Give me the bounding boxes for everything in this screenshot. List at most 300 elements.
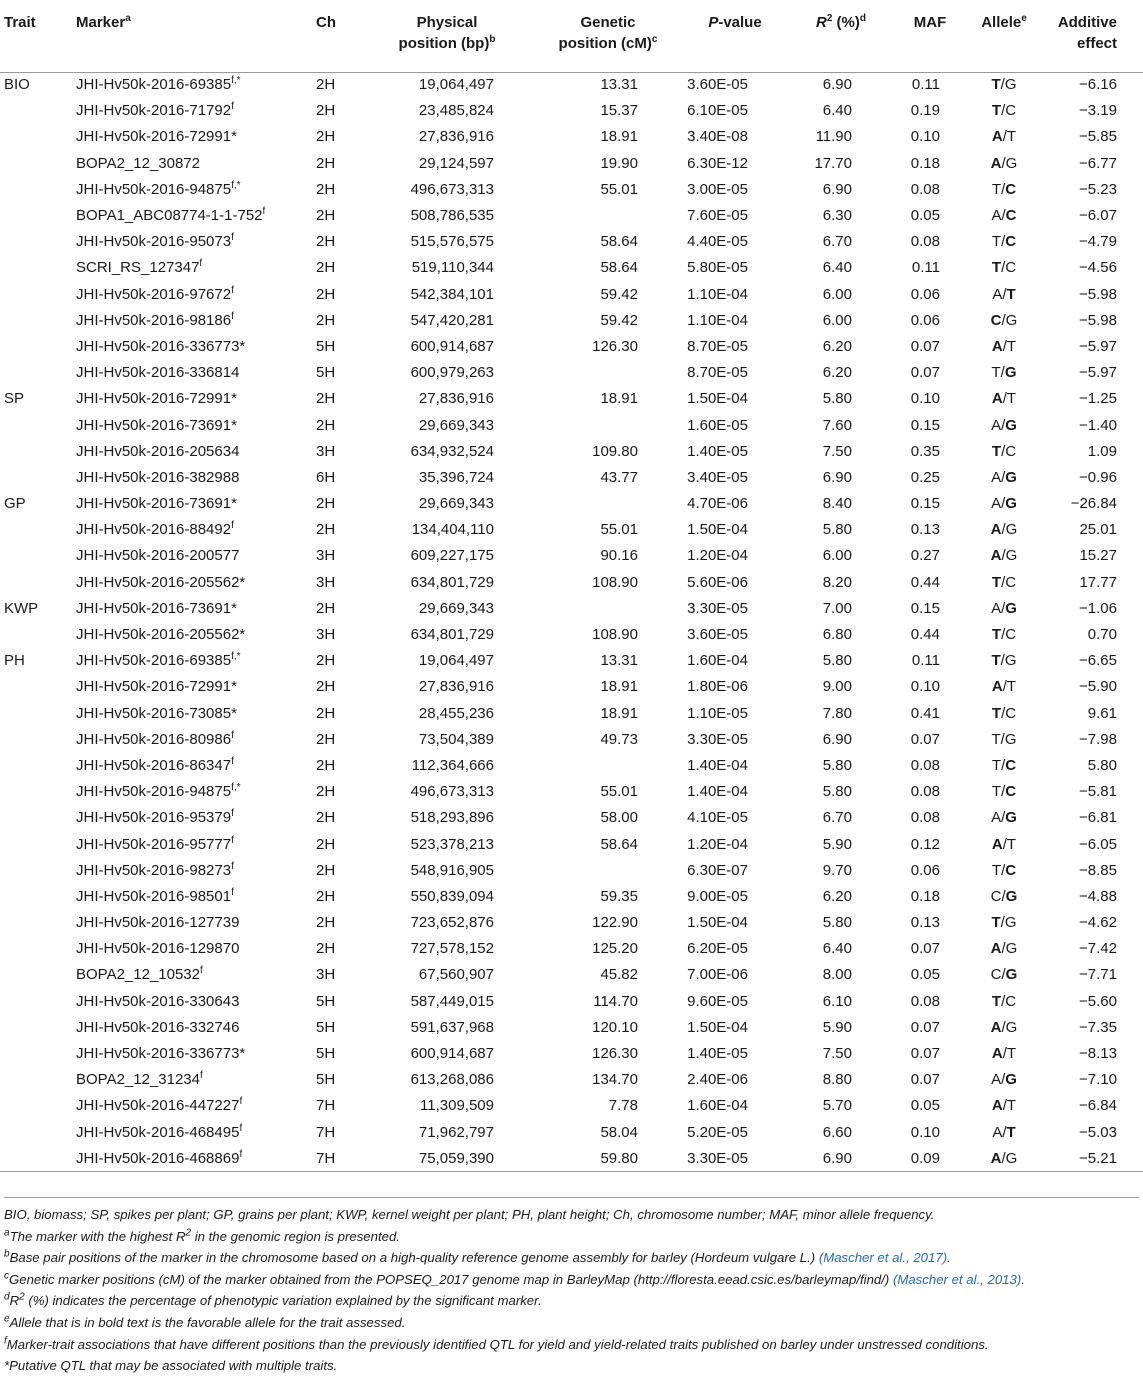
cell-trait <box>0 465 72 491</box>
table-row <box>0 570 1143 596</box>
cell-allele: A/T <box>991 678 1017 696</box>
cell-genetic-position: 108.90 <box>592 573 638 591</box>
cell-trait <box>0 439 72 465</box>
cell-pvalue: 6.30E-07 <box>687 861 748 879</box>
cell-genetic-position: 120.10 <box>592 1018 638 1036</box>
cell-r2: 6.90 <box>788 1146 894 1172</box>
cell-trait <box>0 805 72 831</box>
cell-trait <box>0 1015 72 1041</box>
cell-additive-effect: −6.16 <box>1079 76 1117 94</box>
cell-additive-effect: 15.27 <box>1079 547 1117 565</box>
cell-allele: T/C <box>991 442 1017 460</box>
cell-allele: A/G <box>990 547 1018 565</box>
cell-additive-effect: −5.98 <box>1079 285 1117 303</box>
table-row <box>0 177 1143 203</box>
cell-chromosome: 2H <box>316 730 336 748</box>
cell-r2: 6.70 <box>822 233 852 251</box>
cell-allele: T/C <box>991 573 1017 591</box>
cell-allele: C/G <box>990 887 1018 905</box>
cell-marker: JHI-Hv50k-2016-72991* <box>76 390 237 408</box>
cell-physical-position: 542,384,101 <box>410 285 494 303</box>
cell-allele: A/G <box>991 416 1017 434</box>
cell-additive-effect: −6.84 <box>1079 1097 1117 1115</box>
cell-pvalue: 5.60E-06 <box>687 573 748 591</box>
table-row <box>0 727 1143 753</box>
cell-pvalue: 1.60E-04 <box>687 1097 748 1115</box>
cell-trait <box>0 779 72 805</box>
cell-r2: 8.00 <box>822 966 852 984</box>
table-row <box>0 465 1143 491</box>
cell-physical-position: 634,932,524 <box>410 442 494 460</box>
cell-pvalue: 8.70E-05 <box>687 337 748 355</box>
cell-allele: T/C <box>991 259 1017 277</box>
cell-r2: 6.90 <box>822 76 852 94</box>
cell-physical-position: 29,669,343 <box>418 416 494 434</box>
cell-r2: 5.80 <box>822 756 852 774</box>
cell-physical-position: 496,673,313 <box>410 180 494 198</box>
table-row <box>0 491 1143 517</box>
cell-r2: 5.90 <box>822 835 852 853</box>
cell-physical-position: 27,836,916 <box>418 678 494 696</box>
cell-pvalue: 3.30E-05 <box>687 730 748 748</box>
cell-trait <box>0 98 72 124</box>
cell-r2: 5.80 <box>822 914 852 932</box>
cell-chromosome: 5H <box>316 364 336 382</box>
cell-chromosome: 7H <box>316 1097 336 1115</box>
cell-allele: A/G <box>991 599 1017 617</box>
cell-trait <box>0 1120 72 1146</box>
cell-maf: 0.07 <box>910 940 940 958</box>
cell-chromosome: 2H <box>316 416 336 434</box>
footnote-b: $^b$Base pair positions of the marker in the chromosome based on a high-quality reference genome assembly for barley (Hordeum vulgare L.) (Mascher et al., 2017). <box>4 1248 951 1266</box>
cell-additive-effect: −6.81 <box>1079 809 1117 827</box>
cell-maf: 0.35 <box>910 442 940 460</box>
cell-pvalue: 4.10E-05 <box>687 809 748 827</box>
cell-genetic-position: 13.31 <box>600 76 638 94</box>
cell-r2: 6.40 <box>822 102 852 120</box>
cell-marker: JHI-Hv50k-2016-127739 <box>76 914 240 932</box>
cell-additive-effect: −7.71 <box>1079 966 1117 984</box>
cell-marker: JHI-Hv50k-2016-468495$^f$ <box>76 1122 243 1141</box>
cell-additive-effect: −0.96 <box>1079 468 1117 486</box>
cell-r2: 5.80 <box>822 652 852 670</box>
cell-maf: 0.08 <box>910 992 940 1010</box>
cell-chromosome: 2H <box>316 521 336 539</box>
cell-marker: JHI-Hv50k-2016-97672$^f$ <box>76 284 234 303</box>
cell-allele: T/C <box>991 756 1017 774</box>
table-row <box>0 622 1143 648</box>
cell-maf: 0.10 <box>910 390 940 408</box>
cell-chromosome: 2H <box>316 940 336 958</box>
cell-genetic-position: 45.82 <box>600 966 638 984</box>
cell-marker: JHI-Hv50k-2016-447227$^f$ <box>76 1096 243 1115</box>
cell-r2: 5.80 <box>822 783 852 801</box>
cell-marker: BOPA2_12_31234$^f$ <box>76 1070 203 1089</box>
header-additive: Additive effect <box>1042 4 1143 72</box>
cell-marker: JHI-Hv50k-2016-71792$^f$ <box>76 101 234 120</box>
cell-allele: T/G <box>991 76 1017 94</box>
cell-additive-effect: −8.85 <box>1079 861 1117 879</box>
cell-chromosome: 2H <box>316 311 336 329</box>
cell-chromosome: 3H <box>316 626 336 644</box>
cell-chromosome: 5H <box>316 1018 336 1036</box>
cell-physical-position: 548,916,905 <box>410 861 494 879</box>
cell-pvalue: 6.30E-12 <box>687 154 748 172</box>
table-row <box>0 1093 1143 1119</box>
cell-r2: 6.40 <box>822 940 852 958</box>
cell-allele: A/T <box>991 1097 1017 1115</box>
cell-physical-position: 634,801,729 <box>410 573 494 591</box>
cell-genetic-position <box>534 491 682 517</box>
cell-genetic-position: 58.64 <box>600 233 638 251</box>
cell-chromosome: 2H <box>316 285 336 303</box>
cell-chromosome: 2H <box>316 128 336 146</box>
table-row <box>0 151 1143 177</box>
cell-chromosome: 2H <box>316 861 336 879</box>
cell-r2: 6.00 <box>822 285 852 303</box>
footnote-a: $^a$The marker with the highest $R^2$ in the genomic region is presented. <box>4 1227 400 1244</box>
cell-allele: C/G <box>990 966 1018 984</box>
cell-maf: 0.10 <box>910 128 940 146</box>
cell-r2: 6.20 <box>822 364 852 382</box>
cell-additive-effect: −7.98 <box>1079 730 1117 748</box>
cell-additive-effect: −8.13 <box>1079 1045 1117 1063</box>
cell-additive-effect: −5.97 <box>1079 364 1117 382</box>
cell-chromosome: 3H <box>316 966 336 984</box>
cell-pvalue: 6.20E-05 <box>687 940 748 958</box>
table-row <box>0 124 1143 150</box>
cell-genetic-position: 58.64 <box>600 259 638 277</box>
cell-physical-position: 11,309,509 <box>420 1097 494 1115</box>
cell-physical-position: 723,652,876 <box>410 914 494 932</box>
table-row <box>0 543 1143 569</box>
cell-additive-effect: −6.65 <box>1079 652 1117 670</box>
cell-chromosome: 2H <box>316 207 336 225</box>
cell-marker: JHI-Hv50k-2016-336814 <box>76 364 240 382</box>
citation-link[interactable]: (Mascher et al., 2017) <box>818 1250 948 1266</box>
cell-physical-position: 591,637,968 <box>410 1018 494 1036</box>
cell-pvalue: 1.40E-05 <box>687 1045 748 1063</box>
cell-maf: 0.08 <box>910 783 940 801</box>
cell-physical-position: 19,064,497 <box>418 76 494 94</box>
table-row <box>0 360 1143 386</box>
cell-additive-effect: −5.60 <box>1079 992 1117 1010</box>
cell-genetic-position: 126.30 <box>592 337 638 355</box>
cell-chromosome: 2H <box>316 259 336 277</box>
cell-marker: JHI-Hv50k-2016-336773* <box>76 1045 246 1063</box>
cell-chromosome: 2H <box>316 495 336 513</box>
cell-genetic-position: 15.37 <box>600 102 638 120</box>
cell-physical-position: 634,801,729 <box>410 626 494 644</box>
cell-additive-effect: −5.85 <box>1079 128 1117 146</box>
cell-genetic-position: 90.16 <box>600 547 638 565</box>
cell-marker: JHI-Hv50k-2016-468869$^f$ <box>72 1146 304 1172</box>
cell-maf: 0.09 <box>894 1146 966 1172</box>
cell-marker: JHI-Hv50k-2016-72991* <box>76 128 237 146</box>
table-row <box>0 884 1143 910</box>
cell-chromosome: 2H <box>316 154 336 172</box>
cell-trait <box>0 177 72 203</box>
cell-trait <box>0 282 72 308</box>
cell-marker: JHI-$Hv50k-2016-69385^{f,*}$ <box>76 651 241 670</box>
cell-chromosome: 2H <box>316 390 336 408</box>
cell-r2: 6.10 <box>822 992 852 1010</box>
cell-chromosome: 2H <box>316 678 336 696</box>
cell-marker: JHI-Hv50k-2016-80986$^f$ <box>76 729 234 748</box>
header-pvalue: P-value <box>682 4 788 72</box>
cell-r2: 9.00 <box>822 678 852 696</box>
cell-genetic-position <box>534 412 682 438</box>
cell-marker: JHI-Hv50k-2016-95777$^f$ <box>76 834 234 853</box>
cell-allele: T/C <box>991 102 1017 120</box>
table-row <box>0 596 1143 622</box>
header-allele: Allele$^e$ <box>966 4 1042 72</box>
cell-maf: 0.25 <box>910 468 940 486</box>
cell-allele: A/G <box>966 1146 1042 1172</box>
cell-maf: 0.19 <box>910 102 940 120</box>
cell-r2: 5.70 <box>822 1097 852 1115</box>
table-row <box>0 98 1143 124</box>
cell-additive-effect: −4.56 <box>1079 259 1117 277</box>
cell-additive-effect: −5.98 <box>1079 311 1117 329</box>
cell-trait <box>0 334 72 360</box>
cell-trait: BIO <box>4 76 30 94</box>
cell-trait <box>0 936 72 962</box>
table-row <box>0 701 1143 727</box>
cell-genetic-position: 58.04 <box>600 1123 638 1141</box>
cell-r2: 6.00 <box>822 311 852 329</box>
cell-pvalue: 4.70E-06 <box>687 495 748 513</box>
header-marker: Marker$^a$ <box>72 4 304 72</box>
cell-maf: 0.07 <box>910 1071 940 1089</box>
cell-maf: 0.08 <box>910 809 940 827</box>
cell-r2: 9.70 <box>822 861 852 879</box>
cell-physical-position: 496,673,313 <box>410 783 494 801</box>
cell-marker: SCRI_RS_127347$^f$ <box>76 258 203 277</box>
cell-allele: A/G <box>990 940 1018 958</box>
cell-trait <box>0 701 72 727</box>
cell-pvalue: 9.00E-05 <box>687 887 748 905</box>
cell-r2: 7.50 <box>822 442 852 460</box>
cell-maf: 0.11 <box>911 76 940 94</box>
cell-chromosome: 2H <box>316 914 336 932</box>
cell-chromosome: 2H <box>316 599 336 617</box>
cell-additive-effect: −1.40 <box>1079 416 1117 434</box>
table-row <box>0 936 1143 962</box>
cell-chromosome: 5H <box>316 337 336 355</box>
cell-allele: A/G <box>991 468 1017 486</box>
cell-maf: 0.08 <box>910 756 940 774</box>
cell-genetic-position: 13.31 <box>600 652 638 670</box>
cell-genetic-position: 59.42 <box>600 311 638 329</box>
cell-additive-effect: −4.79 <box>1079 233 1117 251</box>
cell-chromosome: 3H <box>316 573 336 591</box>
cell-genetic-position: 114.70 <box>593 992 638 1010</box>
cell-chromosome: 5H <box>316 1071 336 1089</box>
table-row <box>0 1015 1143 1041</box>
cell-pvalue: 3.60E-05 <box>687 76 748 94</box>
cell-maf: 0.27 <box>910 547 940 565</box>
cell-genetic-position: 125.20 <box>592 940 638 958</box>
cell-r2: 6.90 <box>822 180 852 198</box>
cell-physical-position: 600,979,263 <box>410 364 494 382</box>
cell-genetic-position: 55.01 <box>600 521 638 539</box>
cell-physical-position: 29,669,343 <box>418 495 494 513</box>
header-trait: Trait <box>0 4 72 72</box>
cell-trait: GP <box>4 495 26 513</box>
cell-physical-position: 19,064,497 <box>418 652 494 670</box>
cell-physical-position: 515,576,575 <box>410 233 494 251</box>
cell-allele: A/T <box>991 128 1017 146</box>
cell-marker: JHI-Hv50k-2016-72991* <box>76 678 237 696</box>
cell-pvalue: 5.20E-05 <box>687 1123 748 1141</box>
cell-pvalue: 3.40E-05 <box>687 468 748 486</box>
cell-genetic-position: 134.70 <box>592 1071 638 1089</box>
cell-additive-effect: −4.62 <box>1079 914 1117 932</box>
cell-chromosome: 2H <box>316 756 336 774</box>
cell-chromosome: 2H <box>316 835 336 853</box>
cell-allele: A/T <box>991 390 1017 408</box>
cell-allele: A/T <box>991 1045 1017 1063</box>
cell-pvalue: 1.20E-04 <box>687 547 748 565</box>
cell-trait <box>0 884 72 910</box>
cell-chromosome: 7H <box>304 1146 360 1172</box>
cell-trait <box>0 360 72 386</box>
cell-pvalue: 7.60E-05 <box>687 207 748 225</box>
cell-physical-position: 523,378,213 <box>410 835 494 853</box>
cell-marker: JHI-$Hv50k-2016-94875^{f,*}$ <box>76 782 241 801</box>
cell-marker: JHI-Hv50k-2016-73085* <box>76 704 237 722</box>
cell-allele: C/G <box>990 311 1018 329</box>
cell-maf: 0.10 <box>910 1123 940 1141</box>
cell-trait <box>0 124 72 150</box>
cell-trait <box>0 831 72 857</box>
cell-pvalue: 1.10E-04 <box>687 285 748 303</box>
cell-marker: JHI-Hv50k-2016-332746 <box>76 1018 240 1036</box>
cell-genetic-position <box>534 596 682 622</box>
cell-r2: 6.70 <box>822 809 852 827</box>
cell-pvalue: 9.60E-05 <box>687 992 748 1010</box>
cell-additive-effect: 0.70 <box>1087 626 1117 644</box>
cell-genetic-position: 59.80 <box>534 1146 682 1172</box>
cell-additive-effect: 5.80 <box>1087 756 1117 774</box>
cell-genetic-position: 19.90 <box>600 154 638 172</box>
cell-genetic-position: 59.42 <box>600 285 638 303</box>
footnote-d: $^dR^2$ (%) indicates the percentage of phenotypic variation explained by the significant marker. <box>4 1291 542 1309</box>
cell-r2: 6.20 <box>822 887 852 905</box>
cell-allele: A/G <box>991 809 1017 827</box>
cell-r2: 7.60 <box>822 416 852 434</box>
cell-chromosome: 5H <box>316 1045 336 1063</box>
table-footnotes <box>4 1197 1139 1377</box>
cell-trait <box>0 517 72 543</box>
cell-allele: A/T <box>991 835 1017 853</box>
citation-link[interactable]: (Mascher et al., 2013) <box>892 1271 1022 1287</box>
cell-physical-position: 27,836,916 <box>418 128 494 146</box>
cell-allele: T/C <box>991 861 1017 879</box>
cell-allele: T/C <box>991 704 1017 722</box>
cell-pvalue: 3.30E-05 <box>682 1146 788 1172</box>
cell-additive-effect: −7.10 <box>1079 1071 1117 1089</box>
cell-additive-effect: −5.03 <box>1079 1123 1117 1141</box>
cell-r2: 7.00 <box>822 599 852 617</box>
cell-maf: 0.07 <box>910 730 940 748</box>
cell-marker: JHI-Hv50k-2016-205634 <box>76 442 240 460</box>
cell-physical-position: 71,962,797 <box>418 1123 494 1141</box>
cell-physical-position: 67,560,907 <box>418 966 494 984</box>
results-table <box>0 4 1143 1172</box>
cell-maf: 0.13 <box>910 914 940 932</box>
cell-maf: 0.18 <box>910 154 940 172</box>
cell-r2: 8.80 <box>822 1071 852 1089</box>
cell-additive-effect: 9.61 <box>1087 704 1117 722</box>
cell-r2: 7.50 <box>822 1045 852 1063</box>
cell-genetic-position: 109.80 <box>592 442 638 460</box>
cell-marker: JHI-Hv50k-2016-98273$^f$ <box>76 860 234 879</box>
cell-marker: JHI-Hv50k-2016-336773* <box>76 337 246 355</box>
cell-physical-position: 29,124,597 <box>418 154 494 172</box>
cell-pvalue: 3.30E-05 <box>687 599 748 617</box>
cell-trait <box>0 570 72 596</box>
cell-chromosome: 3H <box>316 547 336 565</box>
cell-chromosome: 2H <box>316 783 336 801</box>
cell-chromosome: 3H <box>316 442 336 460</box>
table-row <box>0 1041 1143 1067</box>
cell-chromosome: 2H <box>316 233 336 251</box>
cell-trait <box>0 1146 72 1172</box>
cell-genetic-position: 18.91 <box>600 704 638 722</box>
cell-pvalue: 8.70E-05 <box>687 364 748 382</box>
cell-trait <box>0 255 72 281</box>
table-row <box>0 779 1143 805</box>
cell-allele: A/T <box>991 337 1017 355</box>
cell-marker: JHI-$Hv50k-2016-69385^{f,*}$ <box>76 75 241 94</box>
cell-allele: A/G <box>991 495 1017 513</box>
cell-trait <box>0 229 72 255</box>
footnote-star: *Putative QTL that may be associated with multiple traits. <box>4 1358 338 1374</box>
cell-additive-effect: −7.35 <box>1079 1018 1117 1036</box>
cell-physical-position: 550,839,094 <box>410 887 494 905</box>
cell-maf: 0.11 <box>911 652 940 670</box>
cell-additive-effect: −5.81 <box>1079 783 1117 801</box>
cell-allele: A/G <box>990 1018 1018 1036</box>
cell-pvalue: 1.40E-05 <box>687 442 748 460</box>
cell-genetic-position <box>534 360 682 386</box>
cell-maf: 0.41 <box>910 704 940 722</box>
cell-additive-effect: 1.09 <box>1087 442 1117 460</box>
cell-r2: 6.30 <box>822 207 852 225</box>
cell-pvalue: 7.00E-06 <box>687 966 748 984</box>
cell-genetic-position: 58.00 <box>600 809 638 827</box>
cell-marker: BOPA1_ABC08774-1-1-752$^f$ <box>76 206 266 225</box>
table-row <box>0 439 1143 465</box>
cell-trait <box>0 543 72 569</box>
cell-trait <box>0 1093 72 1119</box>
cell-additive-effect: −6.05 <box>1079 835 1117 853</box>
header-genetic: Genetic position (cM)$^c$ <box>534 4 682 72</box>
cell-physical-position: 35,396,724 <box>418 468 494 486</box>
table-row <box>0 910 1143 936</box>
cell-additive-effect: −1.06 <box>1079 599 1117 617</box>
cell-additive-effect: −6.77 <box>1079 154 1117 172</box>
cell-maf: 0.05 <box>910 1097 940 1115</box>
cell-chromosome: 7H <box>316 1123 336 1141</box>
cell-physical-position: 519,110,344 <box>411 259 494 277</box>
table-row <box>0 412 1143 438</box>
cell-additive-effect: 25.01 <box>1079 521 1117 539</box>
cell-marker: JHI-Hv50k-2016-88492$^f$ <box>76 520 234 539</box>
cell-genetic-position: 18.91 <box>600 128 638 146</box>
